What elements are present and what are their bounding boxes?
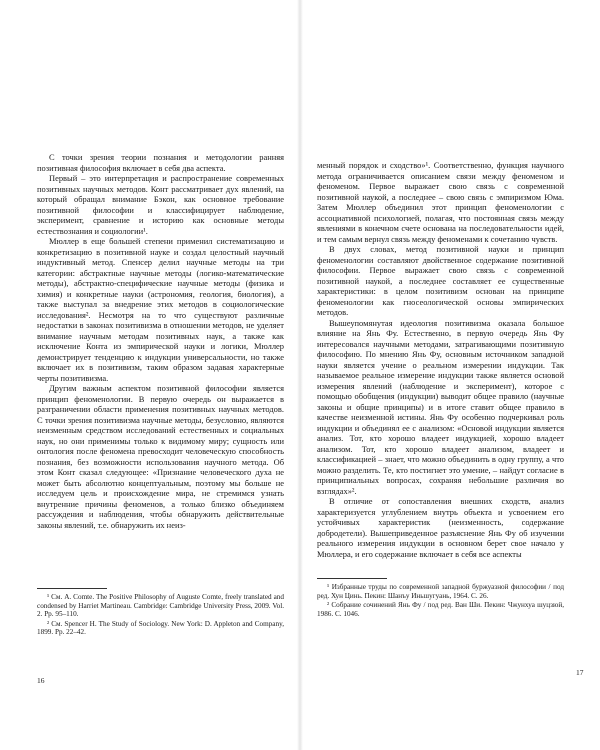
right-footnote: ² Собрание сочинений Янь Фу / под ред. Ван Ши. Пекин: Чжунхуа шуцзюй, 1986. С. 1046. [317, 601, 564, 618]
right-page-number: 17 [576, 668, 584, 677]
right-paragraph: Вышеупомянутая идеология позитивизма оказала большое влияние на Янь Фу. Естественно, в первую очередь Янь Фу интересовался научными методами, затрагивающими позитивную философию. По мнению Янь Фу, основным источником западной науки является учение о реальном измерении индукции. Так называемое реальное измерение индукции также является основой измерения явлений (наблюдение и эксперимент), которое с помощью обобщения (индукции) выводит общее правило (научные законы и общие принципы) и в итоге ставит общее правило в качестве неизменной истины. Янь Фу особенно подчеркивал роль индукции и объединял ее с анализом: «Основой индукции является анализ. Тот, кто хорошо владеет индукцией, хорошо владеет анализом. Тот, кто хорошо владеет анализом, владеет и классификацией – знает, что можно объединить в одну группу, а что можно разделить. Те, кто постигнет это умение, – найдут согласие в принципиальных вопросах, сохраняя небольшие различия во взглядах»². [317, 317, 564, 496]
footnote-rule [37, 588, 107, 589]
right-paragraph: В отличие от сопоставления внешних сходств, анализ характеризуется углублением внутрь объекта и усвоением его устойчивых характеристик (неизменность, содержание добродетели). Вышеприведенное разъяснение Янь Фу об изучении реального измерения индукции в основном берет свое начало у Мюллера, и его содержание включает в себя все аспекты [317, 496, 564, 559]
left-footnotes [37, 588, 284, 638]
left-footnote: ¹ См. A. Comte. The Positive Philosophy of Auguste Comte, freely translated and condensed by Harriet Martineau. Cambridge: Cambridge University Press, 2009. Vol. 2. Pp. 95–110. [37, 593, 284, 618]
left-paragraph: С точки зрения теории познания и методологии ранняя позитивная философия включает в себя два аспекта. [37, 152, 284, 173]
left-footnote: ² См. Spencer H. The Study of Sociology. New York: D. Appleton and Company, 1899. Pp. 22–42. [37, 619, 284, 636]
left-paragraph: Первый – это интерпретация и распространение современных позитивных научных методов. Конт рассматривает дух явлений, на который обращал внимание Бэкон, как основное требование позитивной философии и классифицирует наблюдение, эксперимент, сравнение и историю как основные методы естествознания и социологии¹. [37, 173, 284, 236]
left-paragraph: Мюллер в еще большей степени применил систематизацию и конкретизацию в позитивной науке и создал целостный научный индуктивный метод. Спенсер делил научные методы на три категории: абстрактные научные методы (логико-математические методы), абстрактно-специфические научные методы (физика и химия) и конкретные науки (астрономия, геология, биология), а также выступал за внедрение этих методов в социологические исследования². Несмотря на то что существуют различные недостатки в законах позитивизма в отношении методов, не уделяет внимание научным методам позитивных наук, а также как исключение Конта из эмпирической науки и логики, Мюллер демонстрирует тенденцию к индукции универсальности, но также включает их в позитивизм, таким образом задавая характерные черты позитивизма. [37, 236, 284, 383]
left-body-text [37, 152, 284, 530]
right-paragraph: В двух словах, метод позитивной науки и принцип феноменологии составляют двойственное содержание позитивной философии. Первое выражает свою связь с современной позитивной наукой, а последнее составляет ее существенные характеристики: в целом позитивизм основан на принципе феноменологии как гносеологической основы эмпирических методов. [317, 244, 564, 317]
left-page-number: 16 [37, 676, 45, 685]
left-paragraph: Другим важным аспектом позитивной философии является принцип феноменологии. В первую очередь он выражается в разграничении области применения позитивных научных методов. С точки зрения позитивизма научные методы, безусловно, являются неизменным средством исследований естественных и социальных наук, но они применимы только к видимому миру; сущность или онтология после феномена превосходит человеческую способность познания, без возможности использования научного метода. Об этом Конт сказал следующее: «Признание человеческого духа не может быть абсолютно концептуальным, поэтому мы больше не исследуем цель и происхождение мира, не стремимся узнать внутренние причины феноменов, а только близко объединяем рассуждения и наблюдения, чтобы обнаружить действительные законы явлений, т.е. обнаружить их неиз- [37, 383, 284, 530]
footnote-rule [317, 578, 387, 579]
right-page [300, 0, 600, 750]
right-footnote: ¹ Избранные труды по современной западной буржуазной философии / под ред. Хун Цинь. Пекин: Шанъу Иньшугуань, 1964. С. 26. [317, 583, 564, 600]
right-body-text [317, 160, 564, 559]
right-paragraph: менный порядок и сходство»¹. Соответственно, функция научного метода ограничивается описанием связи между феноменом и феноменом. Первое выражает свою связь с современной позитивной наукой, а последнее – свою связь с эмпиризмом Юма. Затем Мюллер объединил этот принцип феноменологии с ассоциативной психологией, полагая, что постоянная связь между явлениями в конечном счете основана на последовательности идей, и тем самым вернул связь между феноменами к сочетанию чувств. [317, 160, 564, 244]
right-footnotes [317, 578, 564, 619]
